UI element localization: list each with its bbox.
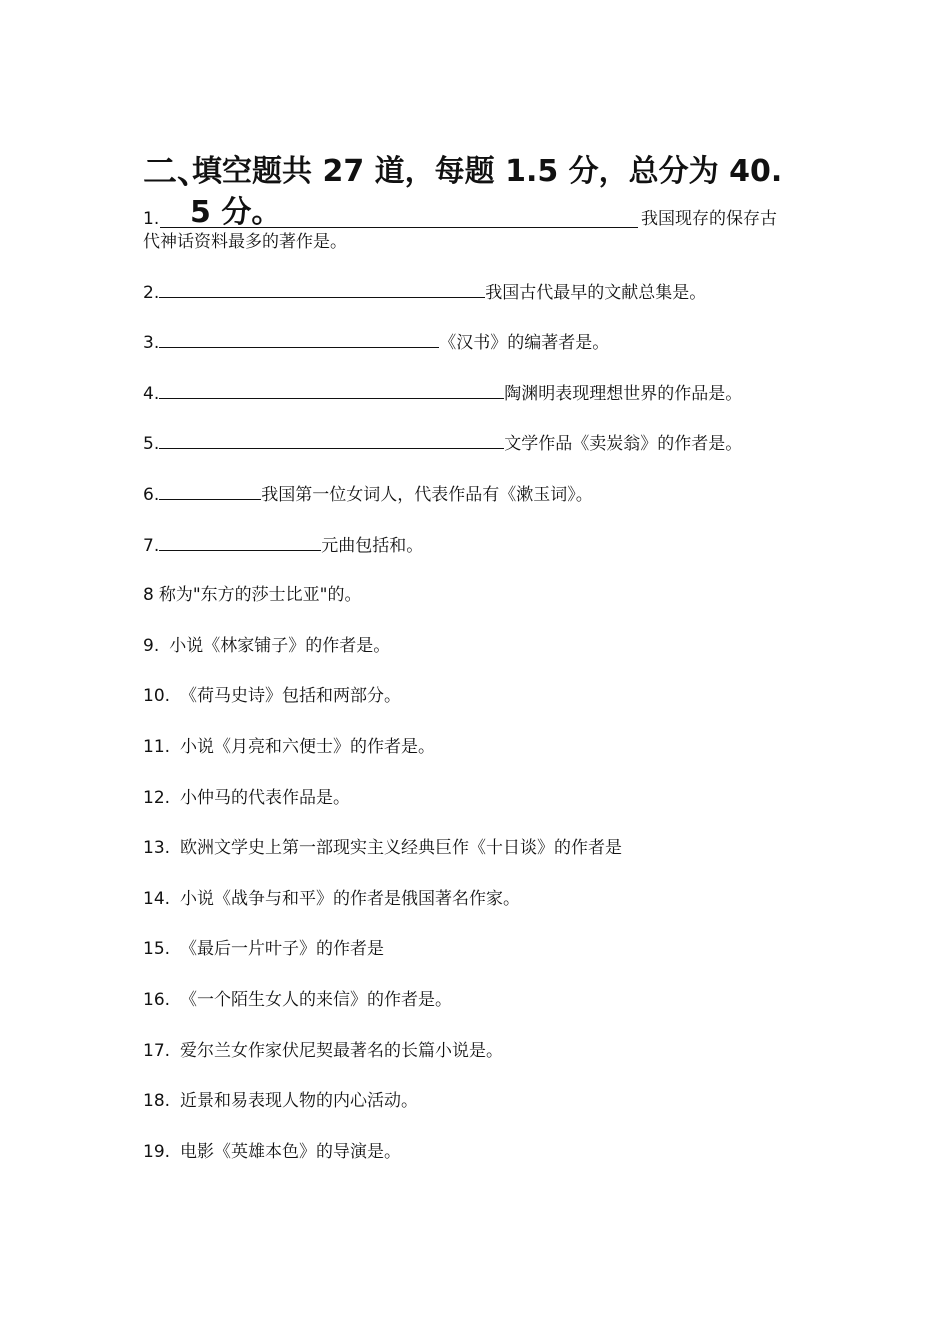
question-number: 2. [143,283,160,303]
question-item [143,1141,401,1163]
question-text: 近景和易表现人物的内心活动。 [180,1091,419,1111]
question-item [143,989,452,1011]
question-text: 欧洲文学史上第一部现实主义经典巨作《十日谈》的作者是 [180,838,623,858]
answer-blank [159,331,439,348]
question-number: 12. [143,788,171,808]
question-text: 小说《林家铺子》的作者是。 [169,636,391,656]
question-number: 10. [143,686,171,706]
question-item [143,483,593,506]
answer-blank [159,534,321,551]
answer-blank [159,281,485,298]
question-text: 小仲马的代表作品是。 [180,788,351,808]
question-item [143,1090,418,1112]
section-title-continued: 5 分。 [190,195,282,230]
question-item [143,685,401,707]
question-number: 3. [143,333,160,353]
answer-blank [159,432,504,449]
question-number: 6. [143,485,160,505]
question-text: 我国现存的保存古 [641,209,777,229]
section-number: 二、 [143,152,211,192]
question-item [143,837,622,859]
question-item [143,281,706,304]
question-item [143,938,384,960]
question-text: 小说《月亮和六便士》的作者是。 [180,737,436,757]
question-text: 电影《英雄本色》的导演是。 [180,1142,402,1162]
question-number: 19. [143,1142,171,1162]
question-text: 《汉书》的编著者是。 [439,333,610,353]
question-text: 元曲包括和。 [321,536,424,556]
question-text: 爱尔兰女作家伏尼契最著名的长篇小说是。 [180,1041,504,1061]
question-item [143,534,423,557]
question-number: 18. [143,1091,171,1111]
answer-blank [159,382,504,399]
section-title: 填空题共 27 道，每题 1.5 分，总分为 40. [192,154,783,189]
question-text: 陶渊明表现理想世界的作品是。 [504,384,743,404]
question-text-continued: 代神话资料最多的著作是。 [143,232,347,252]
question-text: 我国第一位女词人，代表作品有《漱玉词》。 [261,485,593,505]
question-number: 5. [143,434,160,454]
question-number: 1. [143,209,160,229]
question-text: 《一个陌生女人的来信》的作者是。 [180,990,453,1010]
question-number: 14. [143,889,171,909]
question-text: 小说《战争与和平》的作者是俄国著名作家。 [180,889,521,909]
question-item [143,584,361,606]
question-item [143,432,742,455]
question-item [143,1040,503,1062]
question-number: 8 [143,585,154,605]
question-text: 《最后一片叶子》的作者是 [180,939,385,959]
question-text: 称为"东方的莎士比亚"的。 [158,585,362,605]
answer-blank [159,483,261,500]
question-number: 4. [143,384,160,404]
question-item [143,382,742,405]
question-item [143,331,609,354]
question-text: 《荷马史诗》包括和两部分。 [180,686,402,706]
question-text: 我国古代最早的文献总集是。 [485,283,707,303]
question-number: 16. [143,990,171,1010]
question-number: 15. [143,939,171,959]
question-item [143,888,520,910]
question-item [143,787,350,809]
answer-blank [160,227,638,228]
question-number: 7. [143,536,160,556]
question-number: 11. [143,737,171,757]
question-number: 9. [143,636,160,656]
question-number: 17. [143,1041,171,1061]
question-text: 文学作品《卖炭翁》的作者是。 [504,434,743,454]
question-item [143,635,390,657]
question-number: 13. [143,838,171,858]
question-item [143,736,435,758]
